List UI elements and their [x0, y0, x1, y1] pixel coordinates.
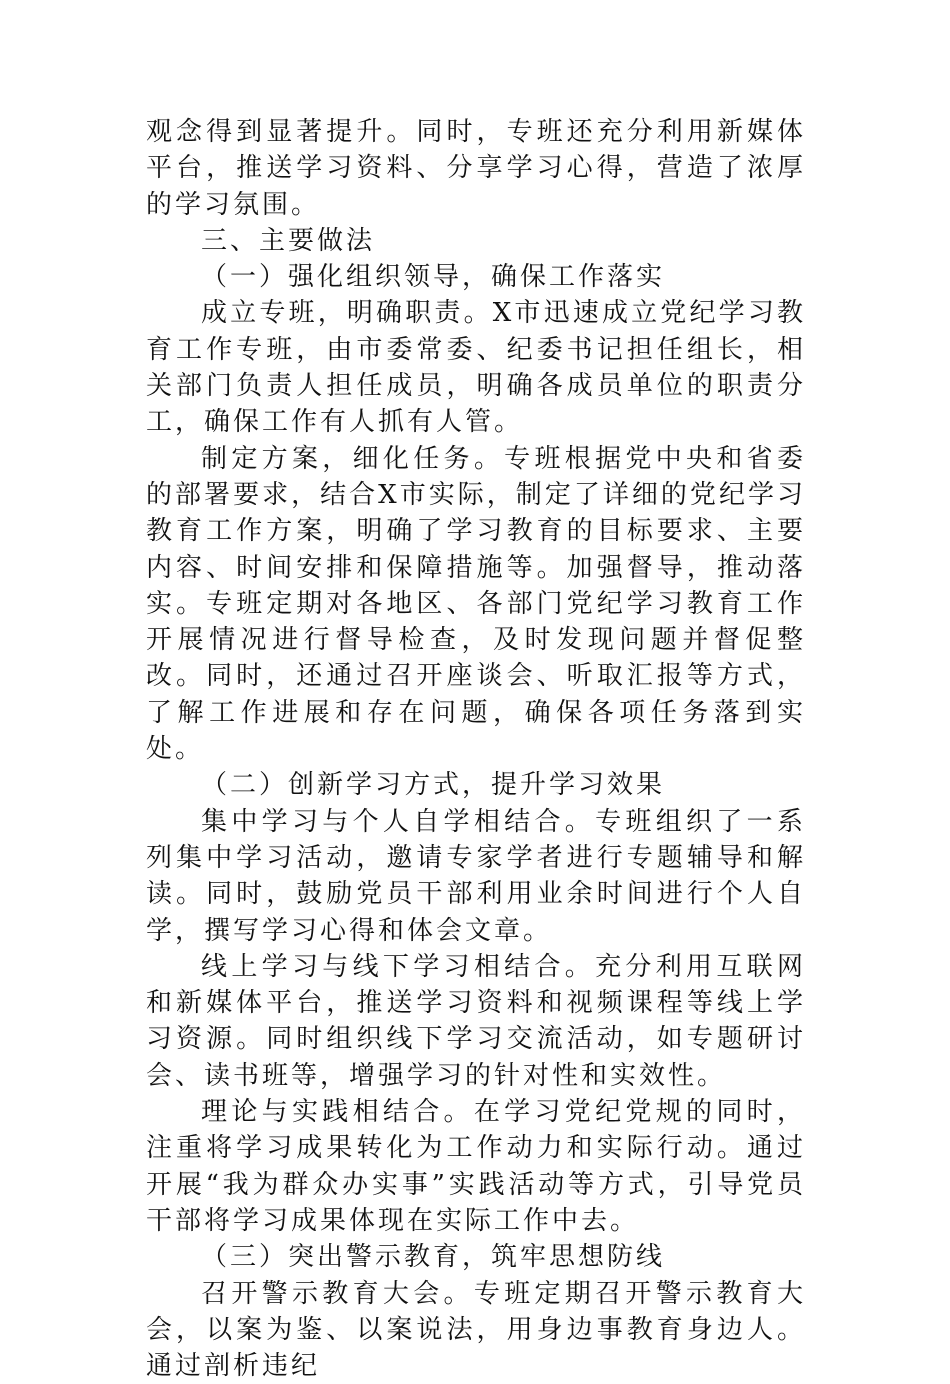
- document-body: [146, 114, 806, 1384]
- paragraph-continued: 观念得到显著提升。同时，专班还充分利用新媒体平台，推送学习资料、分享学习心得，营造了浓厚的学习氛围。: [146, 114, 806, 223]
- section-heading-main-practices: 三、主要做法: [146, 223, 806, 259]
- paragraph-establish-team: 成立专班，明确职责。X市迅速成立党纪学习教育工作专班，由市委常委、纪委书记担任组长，相关部门负责人担任成员，明确各成员单位的职责分工，确保工作有人抓有人管。: [146, 295, 806, 440]
- paragraph-formulate-plan: 制定方案，细化任务。专班根据党中央和省委的部署要求，结合X市实际，制定了详细的党纪学习教育工作方案，明确了学习教育的目标要求、主要内容、时间安排和保障措施等。加强督导，推动落实。专班定期对各地区、各部门党纪学习教育工作开展情况进行督导检查，及时发现问题并督促整改。同时，还通过召开座谈会、听取汇报等方式，了解工作进展和存在问题，确保各项任务落到实处。: [146, 441, 806, 768]
- subheading-warning-education: （三）突出警示教育，筑牢思想防线: [146, 1239, 806, 1275]
- subheading-innovate-learning: （二）创新学习方式，提升学习效果: [146, 767, 806, 803]
- paragraph-warning-meeting: 召开警示教育大会。专班定期召开警示教育大会，以案为鉴、以案说法，用身边事教育身边人。通过剖析违纪: [146, 1276, 806, 1384]
- paragraph-online-offline: 线上学习与线下学习相结合。充分利用互联网和新媒体平台，推送学习资料和视频课程等线上学习资源。同时组织线下学习交流活动，如专题研讨会、读书班等，增强学习的针对性和实效性。: [146, 949, 806, 1094]
- subheading-strengthen-leadership: （一）强化组织领导，确保工作落实: [146, 259, 806, 295]
- paragraph-collective-self-study: 集中学习与个人自学相结合。专班组织了一系列集中学习活动，邀请专家学者进行专题辅导和解读。同时，鼓励党员干部利用业余时间进行个人自学，撰写学习心得和体会文章。: [146, 804, 806, 949]
- paragraph-theory-practice: 理论与实践相结合。在学习党纪党规的同时，注重将学习成果转化为工作动力和实际行动。通过开展“我为群众办实事”实践活动等方式，引导党员干部将学习成果体现在实际工作中去。: [146, 1094, 806, 1239]
